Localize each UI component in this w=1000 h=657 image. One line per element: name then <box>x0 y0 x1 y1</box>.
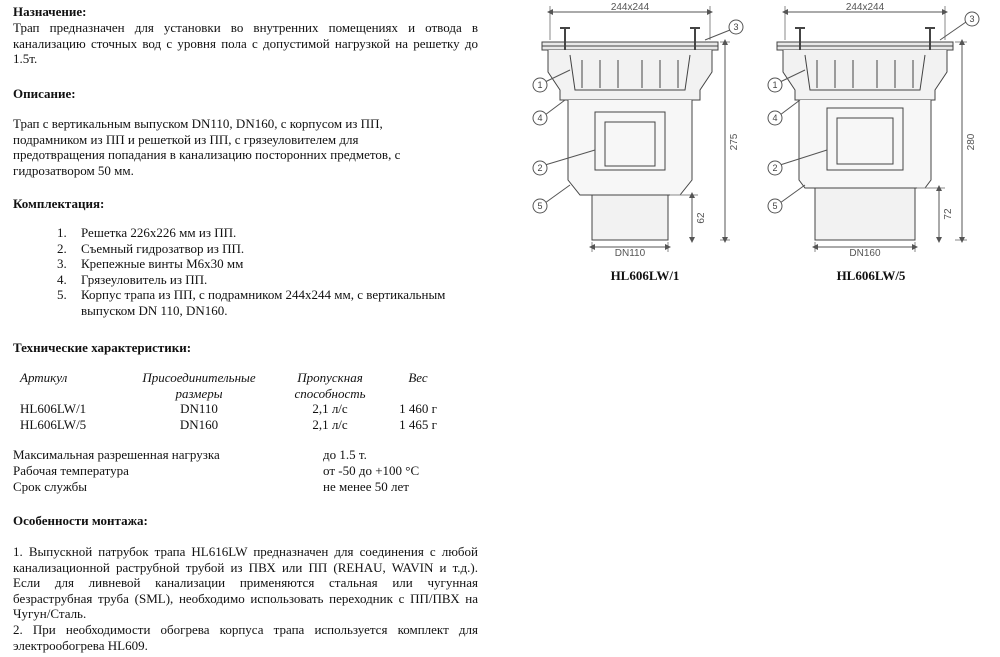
svg-text:1: 1 <box>537 80 543 90</box>
kit-heading: Комплектация: <box>13 196 105 211</box>
param-row: Срок службы не менее 50 лет <box>13 479 409 494</box>
svg-text:3: 3 <box>969 14 975 24</box>
svg-text:3: 3 <box>733 22 739 32</box>
table-row: HL606LW/1 DN110 2,1 л/с 1 460 г <box>20 401 437 416</box>
mounting-paragraph-2: 2. При необходимости обогрева корпуса трапа используется комплект для электрообогрева HL609. <box>13 622 478 653</box>
height-dimension-label: 275 <box>729 133 740 151</box>
height-dimension-label: 280 <box>966 133 977 151</box>
top-dimension-label: 244x244 <box>610 2 650 13</box>
list-item: 1. Решетка 226x226 мм из ПП. <box>57 225 237 240</box>
specs-heading: Технические характеристики: <box>13 340 192 355</box>
svg-text:4: 4 <box>537 113 543 123</box>
outlet-dn-label: DN110 <box>614 248 646 259</box>
list-item: 5. Корпус трапа из ПП, с подрамником 244х244 мм, с вертикальным выпуском DN 110, DN160. <box>57 287 446 318</box>
table-row: HL606LW/5 DN160 2,1 л/с 1 465 г <box>20 416 437 432</box>
column-header: Присоединительные размеры <box>142 370 256 401</box>
list-item: 3. Крепежные винты М6х30 мм <box>57 256 244 271</box>
column-header: Артикул <box>20 370 68 385</box>
drain-drawing-2 <box>777 6 967 252</box>
svg-text:2: 2 <box>537 163 543 173</box>
mounting-paragraph-1: 1. Выпускной патрубок трапа HL616LW предназначен для соединения с любой канализационной раструбной трубой из ПВХ или ПП (REHAU, WAVIN и т.д.). Если для ливневой канализации применяются стальная или чугунная безраструбная труба (SML), необходимо использовать переходник с ПП/ПВХ на Чугун/Сталь. <box>13 544 478 621</box>
svg-text:4: 4 <box>772 113 778 123</box>
specs-table <box>20 370 460 432</box>
outlet-dn-label: DN160 <box>849 248 881 259</box>
top-dimension-label: 244x244 <box>845 2 885 13</box>
purpose-heading: Назначение: <box>13 4 87 19</box>
purpose-text: Трап предназначен для установки во внутренних помещениях и отвода в канализацию сточных вод с уровня пола с допустимой нагрузкой на решетку до 1.5т. <box>13 20 478 66</box>
svg-text:5: 5 <box>772 201 778 211</box>
outlet-height-label: 62 <box>696 212 707 224</box>
technical-drawings <box>520 0 1000 275</box>
outlet-height-label: 72 <box>943 208 954 220</box>
column-header: Вес <box>408 370 428 385</box>
svg-text:1: 1 <box>772 80 778 90</box>
svg-text:5: 5 <box>537 201 543 211</box>
param-row: Рабочая температура от -50 до +100 °С <box>13 463 420 478</box>
svg-text:2: 2 <box>772 163 778 173</box>
mounting-heading: Особенности монтажа: <box>13 513 148 528</box>
description-text: Трап с вертикальным выпуском DN110, DN160, с корпусом из ПП, подрамником из ПП и решеткой из ПП, с грязеуловителем для предотвращения попадания в канализацию посторонних предметов, с гидрозатвором 50 мм. <box>13 116 401 178</box>
table-header <box>20 370 460 401</box>
drawing-1-model-label: HL606LW/1 <box>610 268 680 283</box>
param-row: Максимальная разрешенная нагрузка до 1.5 т. <box>13 447 367 462</box>
list-item: 2. Съемный гидрозатвор из ПП. <box>57 240 245 256</box>
list-item: 4. Грязеуловитель из ПП. <box>57 271 208 287</box>
drawing-2-model-label: HL606LW/5 <box>836 268 906 283</box>
description-heading: Описание: <box>13 86 76 101</box>
params-list <box>13 447 473 495</box>
column-header: Пропускная способность <box>294 370 366 401</box>
kit-list <box>57 225 477 318</box>
